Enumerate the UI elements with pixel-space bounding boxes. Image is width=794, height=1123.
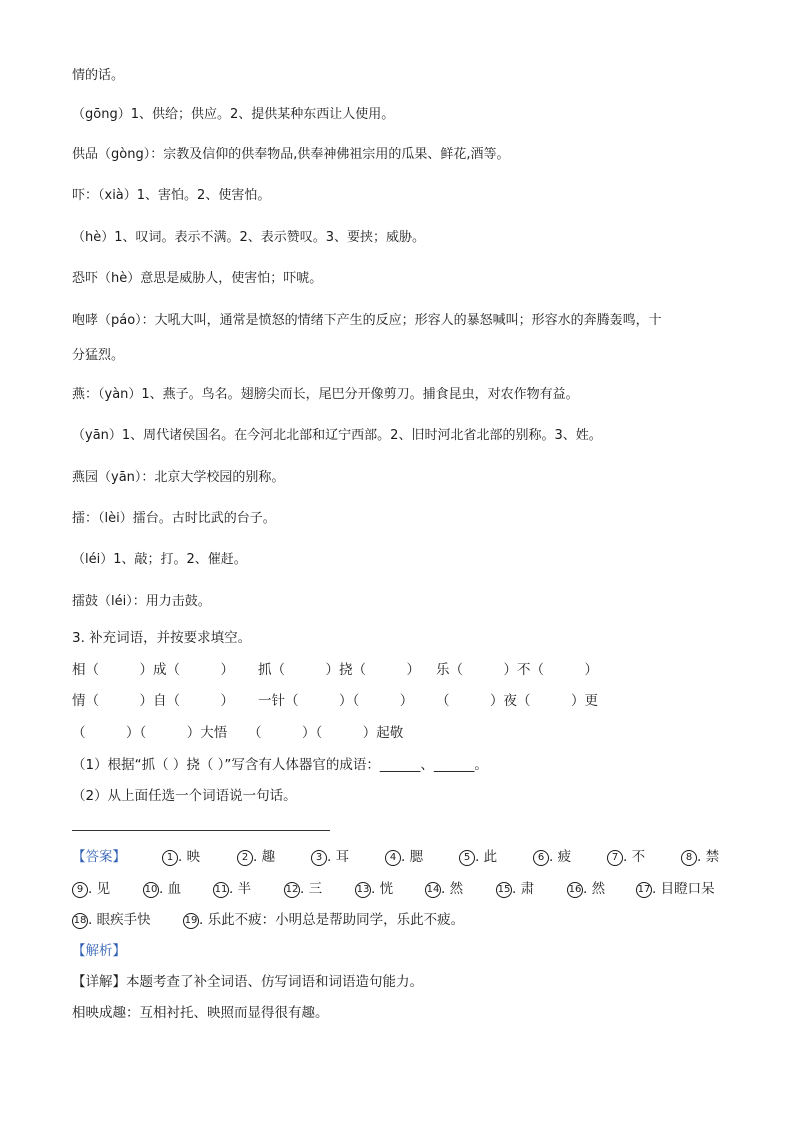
analysis-label: 【解析】 (72, 943, 126, 959)
circled-number: 14 (425, 882, 441, 898)
blank-phrase: （ ）（ ）起敬 (248, 725, 404, 741)
circled-number: 16 (567, 882, 583, 898)
answer-item: 16 . 然 (568, 881, 606, 897)
text-line: 擂：（lèi）擂台。古时比武的台子。 (72, 511, 276, 526)
text-line: （hè）1、叹词。表示不满。2、表示赞叹。3、要挟；威胁。 (72, 230, 426, 245)
circled-number: 10 (143, 882, 159, 898)
answer-item: 4 . 腮 (385, 849, 423, 866)
answer-item: 2 . 趣 (237, 849, 275, 866)
answer-item: 3 . 耳 (311, 849, 349, 866)
answer-item: 10 . 血 (144, 881, 182, 897)
blank-phrase: （ ）（ ）大悟 (72, 725, 228, 741)
circled-number: 8 (681, 850, 697, 866)
answer-item: 7 . 不 (607, 849, 645, 866)
text-line: 吓：（xià）1、害怕。2、使害怕。 (72, 188, 271, 203)
circled-number: 6 (533, 850, 549, 866)
text-line: 燕：（yàn）1、燕子。鸟名。翅膀尖而长，尾巴分开像剪刀。捕食昆虫，对农作物有益。 (72, 387, 579, 402)
circled-number: 17 (636, 882, 652, 898)
sub-question-1: （1）根据“抓（ ）挠（ ）”写含有人体器官的成语：______、______。 (72, 757, 488, 773)
answer-item: 15 . 肃 (497, 881, 535, 897)
sub-question-2: （2）从上面任选一个词语说一句话。 (72, 788, 297, 804)
text-line: （léi）1、敲；打。2、催赶。 (72, 552, 247, 567)
circled-number: 15 (496, 882, 512, 898)
answer-item: 18 . 眼疾手快 (73, 912, 151, 928)
answer-item: 8 . 禁 (681, 849, 719, 866)
answer-item: 11 . 半 (214, 881, 252, 897)
answer-item: 5 . 此 (459, 849, 497, 866)
blank-phrase: （ ）夜（ ）更 (436, 693, 598, 709)
analysis-text: 相映成趣：互相衬托、映照而显得很有趣。 (72, 1005, 329, 1021)
answer-item: 14 . 然 (426, 881, 464, 897)
circled-number: 7 (607, 850, 623, 866)
answer-item: 17 . 目瞪口呆 (637, 881, 715, 897)
text-line: 供品（gòng）：宗教及信仰的供奉物品,供奉神佛祖宗用的瓜果、鲜花,酒等。 (72, 147, 510, 162)
circled-number: 12 (284, 882, 300, 898)
circled-number: 4 (385, 850, 401, 866)
analysis-detail: 【详解】本题考查了补全词语、仿写词语和词语造句能力。 (72, 974, 423, 990)
answer-item: 19 . 乐此不疲：小明总是帮助同学，乐此不疲。 (184, 912, 465, 928)
text-line: 情的话。 (72, 68, 125, 83)
answer-item: 12 . 三 (285, 881, 323, 897)
circled-number: 13 (355, 882, 371, 898)
blank-phrase: 情（ ）自（ ） (72, 693, 234, 709)
question-title: 3. 补充词语，并按要求填空。 (72, 630, 252, 646)
section-divider (72, 830, 330, 831)
answer-label: 【答案】 (72, 849, 126, 865)
text-line: 分猛烈。 (72, 348, 125, 363)
answer-item: 13 . 恍 (356, 881, 394, 897)
text-line: 咆哮（páo）：大吼大叫，通常是愤怒的情绪下产生的反应；形容人的暴怒喊叫；形容水的奔腾轰鸣，十 (72, 313, 662, 328)
text-line: 燕园（yān）：北京大学校园的别称。 (72, 470, 285, 485)
circled-number: 5 (459, 850, 475, 866)
answer-item: 6 . 疲 (533, 849, 571, 866)
circled-number: 1 (162, 850, 178, 866)
circled-number: 9 (72, 882, 88, 898)
circled-number: 18 (72, 913, 88, 929)
text-line: 恐吓（hè）意思是威胁人，使害怕；吓唬。 (72, 271, 323, 286)
blank-phrase: 抓（ ）挠（ ） (258, 662, 420, 678)
circled-number: 2 (237, 850, 253, 866)
text-line: （yān）1、周代诸侯国名。在今河北北部和辽宁西部。2、旧时河北省北部的别称。3、姓。 (72, 428, 602, 443)
circled-number: 19 (183, 913, 199, 929)
answer-item: 9 . 见 (72, 881, 110, 898)
blank-phrase: 一针（ ）（ ） (258, 693, 414, 709)
circled-number: 3 (311, 850, 327, 866)
answer-item: 1 . 映 (162, 849, 200, 866)
blank-phrase: 相（ ）成（ ） (72, 662, 234, 678)
circled-number: 11 (213, 882, 229, 898)
text-line: 擂鼓（léi）：用力击鼓。 (72, 594, 211, 609)
blank-phrase: 乐（ ）不（ ） (436, 662, 598, 678)
text-line: （gōng）1、供给；供应。2、提供某种东西让人使用。 (72, 107, 395, 122)
